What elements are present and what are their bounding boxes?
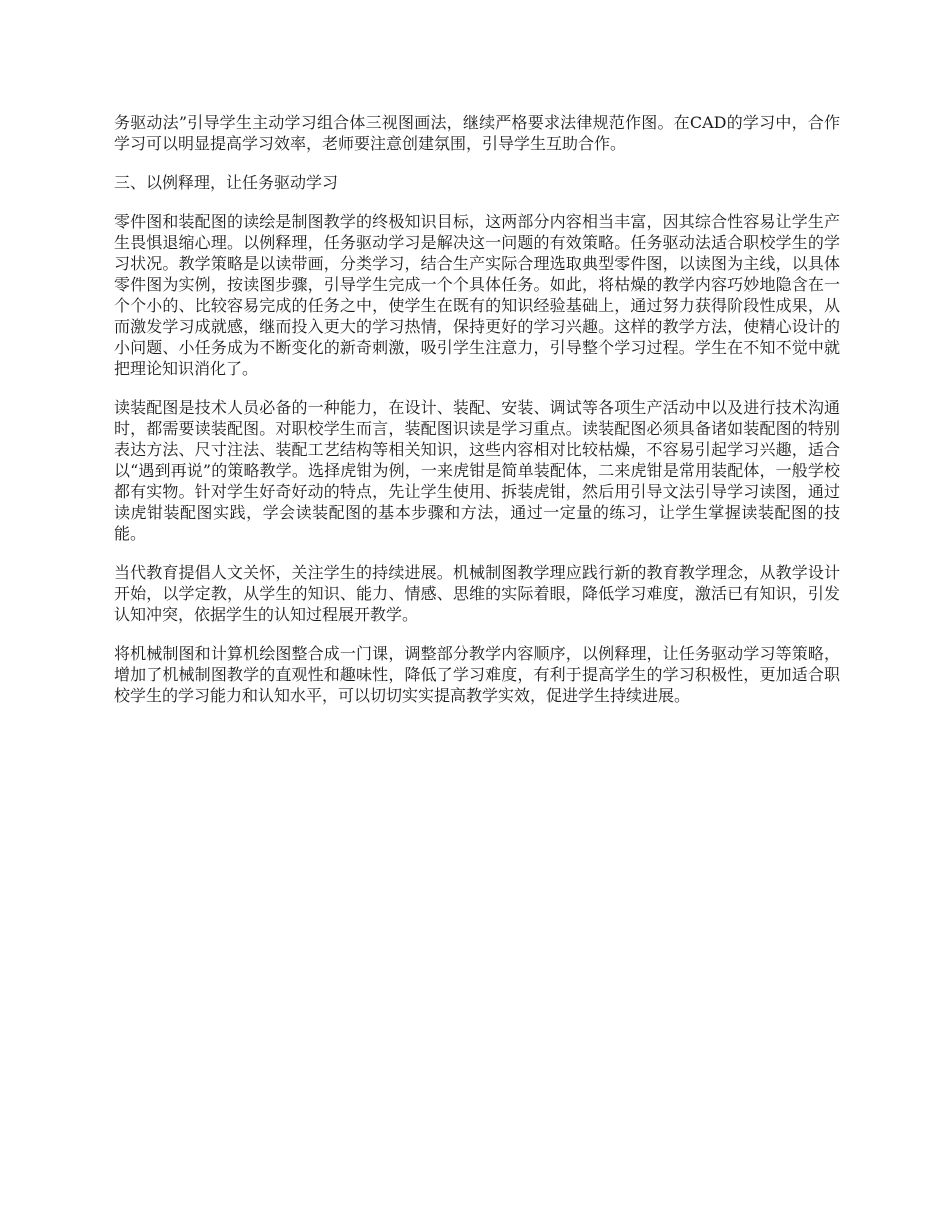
paragraph-intro: 务驱动法”引导学生主动学习组合体三视图画法，继续严格要求法律规范作图。在CAD的学习中，合作学习可以明显提高学习效率，老师要注意创建氛围，引导学生互助合作。 xyxy=(114,113,840,153)
paragraph-humanistic-care: 当代教育提倡人文关怀，关注学生的持续进展。机械制图教学理应践行新的教育教学理念，从教学设计开始，以学定教，从学生的知识、能力、情感、思维的实际着眼，降低学习难度，激活已有知识，引发认知冲突，依据学生的认知过程展开教学。 xyxy=(114,563,840,624)
paragraph-conclusion: 将机械制图和计算机绘图整合成一门课，调整部分教学内容顺序，以例释理，让任务驱动学习等策略，增加了机械制图教学的直观性和趣味性，降低了学习难度，有利于提高学生的学习积极性，更加适合职校学生的学习能力和认知水平，可以切切实实提高教学实效，促进学生持续进展。 xyxy=(114,644,840,705)
paragraph-assembly-drawing: 读装配图是技术人员必备的一种能力，在设计、装配、安装、调试等各项生产活动中以及进行技术沟通时，都需要读装配图。对职校学生而言，装配图识读是学习重点。读装配图必须具备诸如装配图的特别表达方法、尺寸注法、装配工艺结构等相关知识，这些内容相对比较枯燥，不容易引起学习兴趣，适合以“遇到再说”的策略教学。选择虎钳为例，一来虎钳是简单装配体，二来虎钳是常用装配体，一般学校都有实物。针对学生好奇好动的特点，先让学生使用、拆装虎钳，然后用引导文法引导学习读图，通过读虎钳装配图实践，学会读装配图的基本步骤和方法，通过一定量的练习，让学生掌握读装配图的技能。 xyxy=(114,398,840,543)
section-heading: 三、以例释理，让任务驱动学习 xyxy=(114,173,339,192)
document-page xyxy=(114,112,840,724)
paragraph-task-driven: 零件图和装配图的读绘是制图教学的终极知识目标，这两部分内容相当丰富，因其综合性容易让学生产生畏惧退缩心理。以例释理，任务驱动学习是解决这一问题的有效策略。任务驱动法适合职校学生的学习状况。教学策略是以读带画，分类学习，结合生产实际合理选取典型零件图，以读图为主线，以具体零件图为实例，按读图步骤，引导学生完成一个个具体任务。如此，将枯燥的教学内容巧妙地隐含在一个个小的、比较容易完成的任务之中，使学生在既有的知识经验基础上，通过努力获得阶段性成果，从而激发学习成就感，继而投入更大的学习热情，保持更好的学习兴趣。这样的教学方法，使精心设计的小问题、小任务成为不断变化的新奇刺激，吸引学生注意力，引导整个学习过程。学生在不知不觉中就把理论知识消化了。 xyxy=(114,212,840,378)
